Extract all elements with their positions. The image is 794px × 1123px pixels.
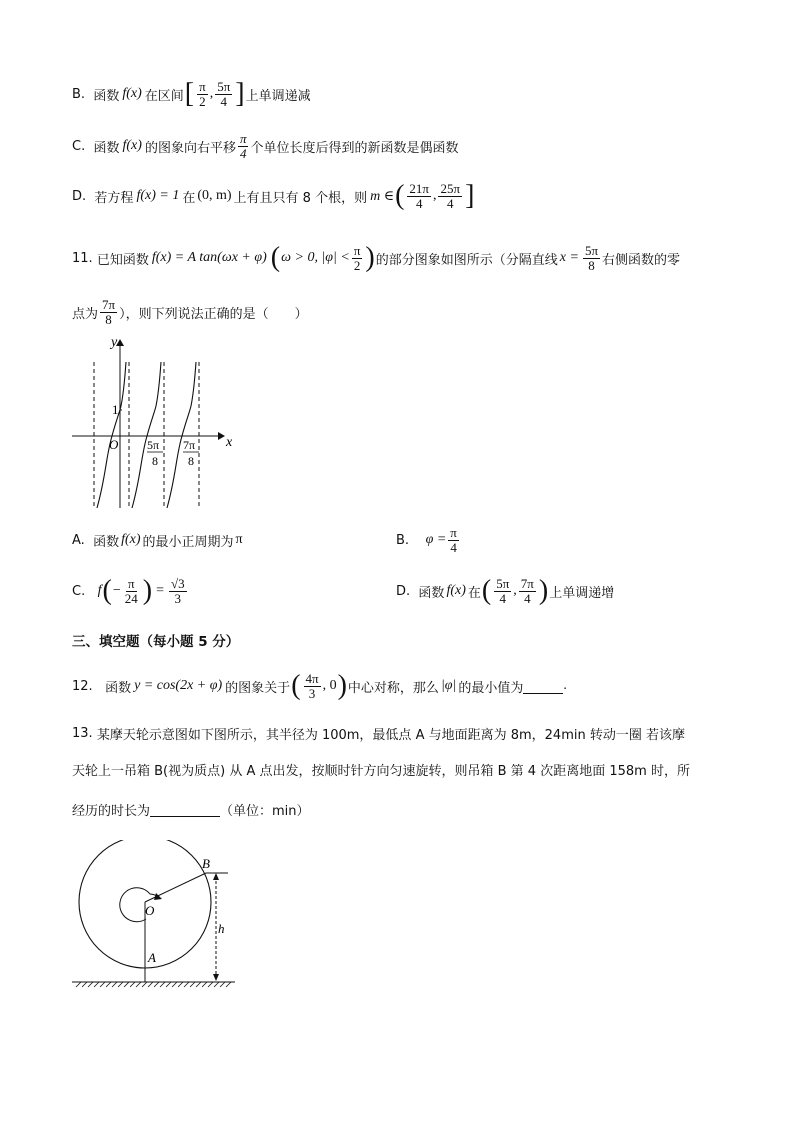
option-c xyxy=(72,126,458,166)
right-paren: ) xyxy=(538,575,549,606)
option-text: 的图象向右平移 xyxy=(144,140,236,156)
y-label: y xyxy=(111,336,118,350)
tangent-branch xyxy=(132,362,161,508)
ferris-wheel-figure xyxy=(70,840,240,990)
left-paren: ( xyxy=(395,180,405,211)
phi-equals: φ = xyxy=(425,532,447,547)
function-name: f xyxy=(97,583,102,598)
equals-sign: = xyxy=(156,583,164,598)
answer-blank[interactable] xyxy=(523,679,563,694)
option-text: 上有且只有 8 个根，则 xyxy=(233,190,368,206)
option-text: 在区间 xyxy=(144,88,184,104)
question-11-line1 xyxy=(72,238,680,278)
question-text: 函数 xyxy=(105,680,132,696)
option-text: 上单调递减 xyxy=(245,88,311,104)
section-heading: 三、填空题（每小题 5 分） xyxy=(72,634,240,650)
option-label: D. xyxy=(72,188,87,204)
question-number: 11. xyxy=(72,250,93,266)
tick-label-5pi8-num: 5π xyxy=(147,438,160,452)
option-d: D. 若方程 f(x) = 1 在 (0, m) 上有且只有 8 个根，则 m ∈ ( $\frac{21\pi}{4}$ , $\frac{25\pi}{4}$ ] xyxy=(72,180,475,211)
height-label: h xyxy=(218,921,225,936)
fraction: $\frac{5\pi}{4}$ xyxy=(496,575,510,606)
left-paren: ( xyxy=(291,670,301,701)
fraction: $\frac{5\pi}{4}$ xyxy=(217,78,231,109)
option-label: C. xyxy=(72,583,86,599)
option-text: 若方程 xyxy=(94,190,134,206)
option-text: 函数 xyxy=(93,88,120,104)
point-tail: , 0 xyxy=(322,678,337,693)
radius-ob xyxy=(145,873,206,902)
origin-label: O xyxy=(109,437,119,452)
option-label: A. xyxy=(72,532,85,548)
tangent-branch xyxy=(97,362,126,508)
option-label: B. xyxy=(396,532,410,548)
question-text: 天轮上一吊箱 B(视为质点) 从 A 点出发，按顺时针方向匀速旋转，则吊箱 B 第 4 次距离地面 158m 时，所 xyxy=(72,764,690,779)
fraction: $\frac{7\pi}{8}$ xyxy=(102,296,116,327)
function-expr: f(x) xyxy=(446,583,466,598)
question-text: 的部分图象如图所示（分隔直线 xyxy=(375,252,558,268)
tangent-graph xyxy=(66,336,236,516)
question-text: 经历的时长为 xyxy=(72,804,151,819)
left-bracket: [ xyxy=(184,78,195,109)
option-label: B. xyxy=(72,86,86,102)
question-text: 中心对称，那么 xyxy=(347,680,439,696)
fraction: $\frac{4\pi}{3}$ xyxy=(305,670,319,701)
fraction: $\frac{\pi}{4}$ xyxy=(450,524,457,555)
fraction: $\frac{\pi}{2}$ xyxy=(199,78,206,109)
option-text: 函数 xyxy=(418,585,445,601)
q11-option-d: D. 函数 f(x) 在 ( $\frac{5\pi}{4}$ , $\frac{7\pi}{4}$ ) 上单调递增 xyxy=(396,575,615,606)
fraction: $\frac{7\pi}{4}$ xyxy=(520,575,534,606)
fraction: $\frac{25\pi}{4}$ xyxy=(440,180,461,211)
question-text: ），则下列说法正确的是（ ） xyxy=(119,306,308,322)
point-o-label: O xyxy=(145,903,155,918)
option-text: 函数 xyxy=(93,140,120,156)
left-paren: ( xyxy=(270,242,281,273)
option-text: 在 xyxy=(182,190,196,206)
q11-option-b xyxy=(396,520,461,560)
question-text: 已知函数 xyxy=(96,252,149,268)
x-label: x xyxy=(226,435,233,450)
function-expr: f(x) xyxy=(122,138,142,153)
x-equals: x = xyxy=(559,250,579,265)
function-expr: f(x) xyxy=(121,532,141,547)
left-paren: ( xyxy=(102,575,112,606)
condition: ω > 0, |φ| < xyxy=(281,250,350,265)
fraction: $\frac{\pi}{2}$ xyxy=(353,242,361,273)
answer-blank[interactable] xyxy=(150,802,220,817)
right-paren: ) xyxy=(337,670,347,701)
question-number: 13. xyxy=(72,726,93,741)
option-text: 函数 xyxy=(93,534,120,550)
fraction: $\frac{\pi}{4}$ xyxy=(239,130,247,161)
option-label: D. xyxy=(396,583,411,599)
q11-option-c xyxy=(72,570,189,612)
interval: (0, m) xyxy=(197,188,232,203)
abs-phi: |φ| xyxy=(440,678,457,693)
tick-label-7pi8-num: 7π xyxy=(183,438,196,452)
period: . xyxy=(563,678,567,693)
question-text: 某摩天轮示意图如下图所示，其半径为 100m，最低点 A 与地面距离为 8m，24min 转动一圈 若该摩 xyxy=(96,728,685,743)
option-value: π xyxy=(235,532,243,547)
point-a-label: A xyxy=(148,950,156,965)
question-13-line2 xyxy=(72,760,690,779)
option-label: C. xyxy=(72,138,86,154)
question-11-line2 xyxy=(72,292,308,332)
option-b: B. 函数 f(x) 在区间 [ $\frac{\pi}{2}$ , $\frac{5\pi}{4}$ ] 上单调递减 xyxy=(72,78,311,109)
right-bracket: ] xyxy=(235,78,245,109)
fraction: $\frac{5\pi}{8}$ xyxy=(584,242,599,273)
tick-label-7pi8-den: 8 xyxy=(188,454,194,468)
right-paren: ) xyxy=(142,575,153,606)
option-text: 的最小正周期为 xyxy=(142,534,234,550)
q11-option-a xyxy=(72,528,243,552)
fraction: $\frac{\pi}{24}$ xyxy=(124,575,138,606)
option-text: 在 xyxy=(467,585,481,601)
question-text: 的最小值为 xyxy=(458,680,524,696)
function-expr: f(x) = A tan(ωx + φ) xyxy=(151,250,267,265)
minus-sign: − xyxy=(112,583,121,598)
point-b-label: B xyxy=(202,856,210,871)
function-expr: f(x) xyxy=(122,86,142,101)
tangent-branch xyxy=(167,362,196,508)
fraction: $\frac{21\pi}{4}$ xyxy=(409,180,429,211)
tick-label-1: 1 xyxy=(112,402,119,417)
equation: f(x) = 1 xyxy=(136,188,180,203)
m-in: m ∈ xyxy=(370,188,395,204)
question-12 xyxy=(72,664,567,708)
question-13-line3 xyxy=(72,800,310,819)
tick-label-5pi8-den: 8 xyxy=(152,454,158,468)
question-number: 12. xyxy=(72,678,93,694)
option-text: 上单调递增 xyxy=(549,585,615,601)
function-expr: y = cos(2x + φ) xyxy=(134,678,223,693)
question-text: 右侧函数的零 xyxy=(602,252,681,268)
option-text: 个单位长度后得到的新函数是偶函数 xyxy=(250,140,459,156)
right-bracket: ] xyxy=(465,180,475,211)
question-text: （单位：min） xyxy=(220,804,310,819)
question-13-line1 xyxy=(72,724,685,743)
right-paren: ) xyxy=(365,242,375,273)
left-paren: ( xyxy=(481,575,492,606)
question-text: 的图象关于 xyxy=(225,680,291,696)
fraction: $\frac{√3}{3}$ xyxy=(170,575,185,606)
question-text: 点为 xyxy=(72,306,99,322)
